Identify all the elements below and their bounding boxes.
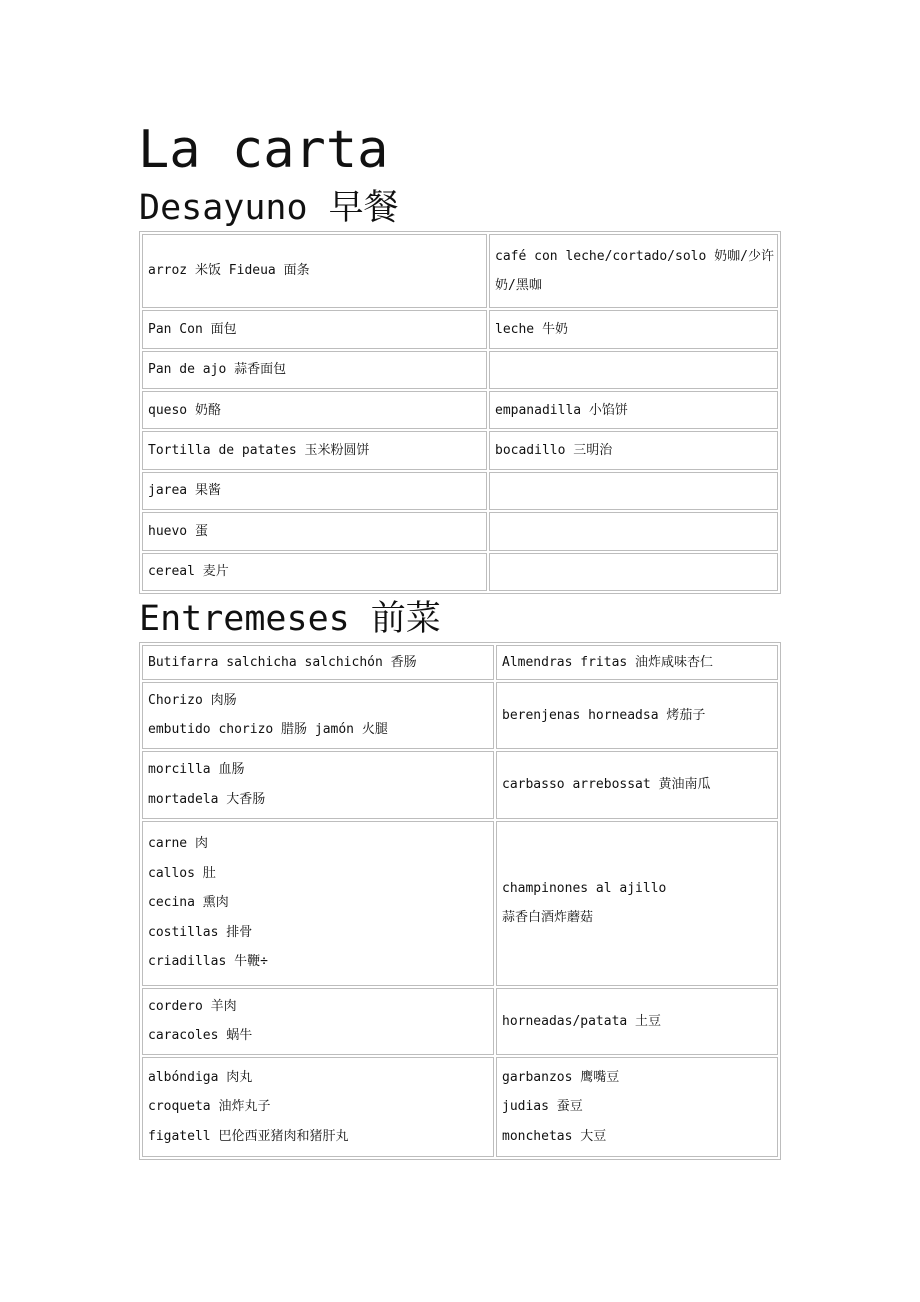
table-row — [142, 512, 778, 550]
table-cell-left — [142, 351, 487, 389]
menu-item-text: morcilla 血肠 — [148, 762, 245, 778]
table-cell-right — [489, 391, 778, 429]
table-cell-left — [142, 751, 494, 818]
menu-item-text: Pan Con 面包 — [148, 321, 237, 337]
table-cell-right — [489, 512, 778, 550]
section-heading-desayuno: Desayuno 早餐 — [139, 188, 399, 228]
menu-item-text: Almendras fritas 油炸咸味杏仁 — [502, 654, 714, 670]
table-cell-left — [142, 234, 487, 308]
table-cell-right — [489, 234, 778, 308]
table-row — [142, 751, 778, 818]
menu-item-text: carbasso arrebossat 黄油南瓜 — [502, 777, 711, 793]
table-cell-left — [142, 472, 487, 510]
table-cell-left — [142, 645, 494, 680]
menu-item-text: costillas 排骨 — [148, 924, 253, 940]
menu-item-text: empanadilla 小馅饼 — [495, 402, 628, 418]
table-row — [142, 682, 778, 749]
table-cell-left — [142, 682, 494, 749]
menu-item-text: cereal 麦片 — [148, 564, 229, 580]
menu-item-text: queso 奶酪 — [148, 402, 221, 418]
table-cell-right — [496, 645, 778, 680]
menu-item-text: cecina 熏肉 — [148, 895, 229, 911]
table-cell-left — [142, 821, 494, 986]
menu-item-text: arroz 米饭 Fideua 面条 — [148, 263, 310, 279]
table-cell-left — [142, 988, 494, 1055]
table-cell-right — [496, 821, 778, 986]
table-cell-right — [489, 351, 778, 389]
menu-item-text: carne 肉 — [148, 836, 208, 852]
table-row — [142, 1057, 778, 1157]
table-cell-left — [142, 512, 487, 550]
menu-item-text: berenjenas horneadsa 烤茄子 — [502, 707, 706, 723]
menu-item-text: mortadela 大香肠 — [148, 791, 266, 807]
table-cell-right — [489, 472, 778, 510]
table-cell-right — [496, 1057, 778, 1157]
table-cell-right — [489, 431, 778, 469]
menu-item-text: horneadas/patata 土豆 — [502, 1013, 662, 1029]
table-cell-left — [142, 553, 487, 591]
menu-item-text: albóndiga 肉丸 — [148, 1069, 253, 1085]
menu-item-text: Pan de ajo 蒜香面包 — [148, 362, 287, 378]
menu-item-text: Tortilla de patates 玉米粉圆饼 — [148, 442, 370, 458]
table-row — [142, 988, 778, 1055]
table-cell-right — [496, 988, 778, 1055]
menu-item-text: 奶/黑咖 — [495, 278, 542, 294]
menu-item-text: figatell 巴伦西亚猪肉和猪肝丸 — [148, 1128, 349, 1144]
section-heading-entremeses: Entremeses 前菜 — [139, 599, 441, 639]
table-cell-right — [489, 310, 778, 348]
menu-item-text: café con leche/cortado/solo 奶咖/少许 — [495, 248, 774, 264]
menu-item-text: Butifarra salchicha salchichón 香肠 — [148, 654, 417, 670]
menu-item-text: caracoles 蜗牛 — [148, 1028, 253, 1044]
menu-item-text: cordero 羊肉 — [148, 998, 237, 1014]
menu-item-text: embutido chorizo 腊肠 jamón 火腿 — [148, 722, 388, 738]
menu-item-text: croqueta 油炸丸子 — [148, 1099, 271, 1115]
menu-item-text: bocadillo 三明治 — [495, 442, 613, 458]
table-cell-right — [489, 553, 778, 591]
table-cell-right — [496, 682, 778, 749]
menu-item-text: Chorizo 肉肠 — [148, 692, 237, 708]
table-cell-left — [142, 1057, 494, 1157]
menu-item-text: 蒜香白酒炸蘑菇 — [502, 910, 594, 926]
table-row — [142, 234, 778, 308]
menu-item-text: criadillas 牛鞭÷ — [148, 954, 268, 970]
desayuno-table — [139, 231, 781, 594]
menu-item-text: leche 牛奶 — [495, 321, 568, 337]
table-row — [142, 431, 778, 469]
menu-item-text: huevo 蛋 — [148, 523, 208, 539]
table-cell-left — [142, 391, 487, 429]
menu-item-text: monchetas 大豆 — [502, 1128, 607, 1144]
menu-item-text: champinones al ajillo — [502, 880, 667, 896]
table-row — [142, 553, 778, 591]
table-cell-right — [496, 751, 778, 818]
table-row — [142, 821, 778, 986]
table-row — [142, 645, 778, 680]
page-title: La carta — [138, 120, 389, 180]
menu-item-text: judias 蚕豆 — [502, 1099, 583, 1115]
table-row — [142, 351, 778, 389]
table-row — [142, 391, 778, 429]
table-row — [142, 310, 778, 348]
table-row — [142, 472, 778, 510]
menu-item-text: jarea 果酱 — [148, 483, 221, 499]
menu-item-text: garbanzos 鹰嘴豆 — [502, 1069, 620, 1085]
table-cell-left — [142, 431, 487, 469]
table-cell-left — [142, 310, 487, 348]
menu-item-text: callos 肚 — [148, 865, 216, 881]
entremeses-table — [139, 642, 781, 1160]
